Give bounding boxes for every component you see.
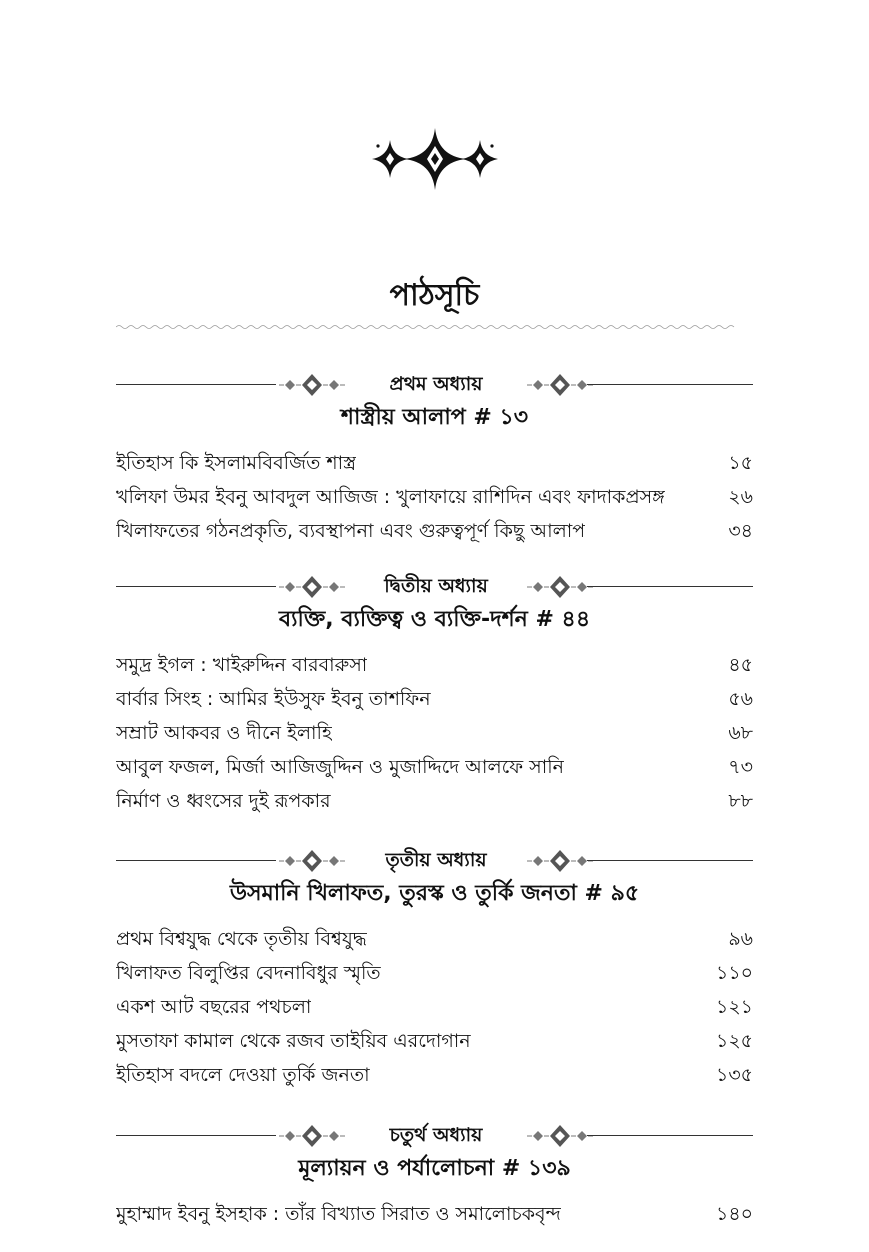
diamond-ornament-icon <box>278 848 346 874</box>
entry-title: প্রথম বিশ্বযুদ্ধ থেকে তৃতীয় বিশ্বযুদ্ধ <box>116 928 367 950</box>
entry-title: খলিফা উমর ইবনু আবদুল আজিজ : খুলাফায়ে রাশিদিন এবং ফাদাকপ্রসঙ্গ <box>116 486 665 508</box>
toc-entry[interactable] <box>116 922 753 956</box>
entry-page-number: ৪৫ <box>728 654 753 676</box>
entry-title: নির্মাণ ও ধ্বংসের দুই রূপকার <box>116 790 331 812</box>
chapter-heading <box>116 844 753 878</box>
entry-page-number: ১৫ <box>728 452 753 474</box>
entry-list <box>116 446 753 548</box>
wavy-divider <box>116 322 753 332</box>
entry-page-number: ১৩৫ <box>715 1064 753 1086</box>
diamond-ornament-icon <box>526 848 594 874</box>
entry-title: খিলাফত বিলুপ্তির বেদনাবিধুর স্মৃতি <box>116 962 381 984</box>
entry-page-number: ৫৬ <box>728 688 753 710</box>
chapter-heading <box>116 570 753 604</box>
chapter-label: চতুর্থ অধ্যায় <box>389 1124 483 1146</box>
entry-title: আবুল ফজল, মির্জা আজিজুদ্দিন ও মুজাদ্দিদে আলফে সানি <box>116 756 565 778</box>
chapter-label: প্রথম অধ্যায় <box>389 373 483 395</box>
rule-line <box>116 860 276 861</box>
chapter-1 <box>116 368 753 548</box>
toc-entry[interactable] <box>116 682 753 716</box>
entry-title: সমুদ্র ইগল : খাইরুদ্দিন বারবারুসা <box>116 654 368 676</box>
entry-page-number: ৩৪ <box>728 520 753 542</box>
rule-line <box>587 1135 753 1136</box>
entry-title: একশ আট বছরের পথচলা <box>116 996 312 1018</box>
entry-title: ইতিহাস কি ইসলামবিবর্জিত শাস্ত্র <box>116 452 357 474</box>
entry-title: খিলাফতের গঠনপ্রকৃতি, ব্যবস্থাপনা এবং গুরুত্বপূর্ণ কিছু আলাপ <box>116 520 586 542</box>
entry-title: মুহাম্মাদ ইবনু ইসহাক : তাঁর বিখ্যাত সিরাত ও সমালোচকবৃন্দ <box>116 1203 561 1225</box>
entry-list <box>116 648 753 818</box>
rule-line <box>116 384 276 385</box>
entry-title: মুসতাফা কামাল থেকে রজব তাইয়িব এরদোগান <box>116 1030 471 1052</box>
chapter-3 <box>116 844 753 1092</box>
toc-entry[interactable] <box>116 1058 753 1092</box>
rule-line <box>116 1135 276 1136</box>
toc-entry[interactable] <box>116 956 753 990</box>
entry-title: সম্রাট আকবর ও দীনে ইলাহি <box>116 722 332 744</box>
chapter-2 <box>116 570 753 818</box>
diamond-ornament-icon <box>526 1123 594 1149</box>
toc-entry[interactable] <box>116 1197 753 1231</box>
entry-title: ইতিহাস বদলে দেওয়া তুর্কি জনতা <box>116 1064 370 1086</box>
toc-entry[interactable] <box>116 784 753 818</box>
chapter-heading <box>116 1119 753 1153</box>
entry-page-number: ১১০ <box>715 962 753 984</box>
entry-page-number: ৬৮ <box>728 722 753 744</box>
entry-page-number: ৮৮ <box>728 790 753 812</box>
entry-page-number: ৯৬ <box>728 928 753 950</box>
rule-line <box>587 586 753 587</box>
toc-entry[interactable] <box>116 446 753 480</box>
diamond-ornament-icon <box>278 574 346 600</box>
diamond-ornament-icon <box>278 372 346 398</box>
toc-entry[interactable] <box>116 480 753 514</box>
chapter-label: তৃতীয় অধ্যায় <box>385 849 487 871</box>
chapter-heading <box>116 368 753 402</box>
diamond-ornament-icon <box>526 372 594 398</box>
toc-entry[interactable] <box>116 1024 753 1058</box>
rule-line <box>116 586 276 587</box>
diamond-ornament-icon <box>278 1123 346 1149</box>
diamond-ornament-icon <box>526 574 594 600</box>
chapter-title: উসমানি খিলাফত, তুরস্ক ও তুর্কি জনতা # ৯৫ <box>229 881 640 906</box>
entry-page-number: ১২৫ <box>715 1030 753 1052</box>
toc-entry[interactable] <box>116 750 753 784</box>
toc-entry[interactable] <box>116 716 753 750</box>
rule-line <box>587 860 753 861</box>
chapter-4 <box>116 1119 753 1231</box>
entry-title: বার্বার সিংহ : আমির ইউসুফ ইবনু তাশফিন <box>116 688 431 710</box>
entry-list <box>116 1197 753 1231</box>
entry-list <box>116 922 753 1092</box>
entry-page-number: ২৬ <box>728 486 753 508</box>
chapter-label: দ্বিতীয় অধ্যায় <box>384 575 488 597</box>
toc-entry[interactable] <box>116 648 753 682</box>
rule-line <box>587 384 753 385</box>
page-title: পাঠসূচি <box>389 278 480 313</box>
toc-entry[interactable] <box>116 514 753 548</box>
chapter-title: শাস্ত্রীয় আলাপ # ১৩ <box>340 405 529 430</box>
entry-page-number: ১৪০ <box>715 1203 753 1225</box>
entry-page-number: ১২১ <box>715 996 753 1018</box>
entry-page-number: ৭৩ <box>728 756 753 778</box>
chapter-title: মূল্যায়ন ও পর্যালোচনা # ১৩৯ <box>298 1156 571 1181</box>
chapter-title: ব্যক্তি, ব্যক্তিত্ব ও ব্যক্তি-দর্শন # ৪৪ <box>278 607 591 632</box>
toc-entry[interactable] <box>116 990 753 1024</box>
diamond-star-ornament-icon <box>370 126 500 192</box>
